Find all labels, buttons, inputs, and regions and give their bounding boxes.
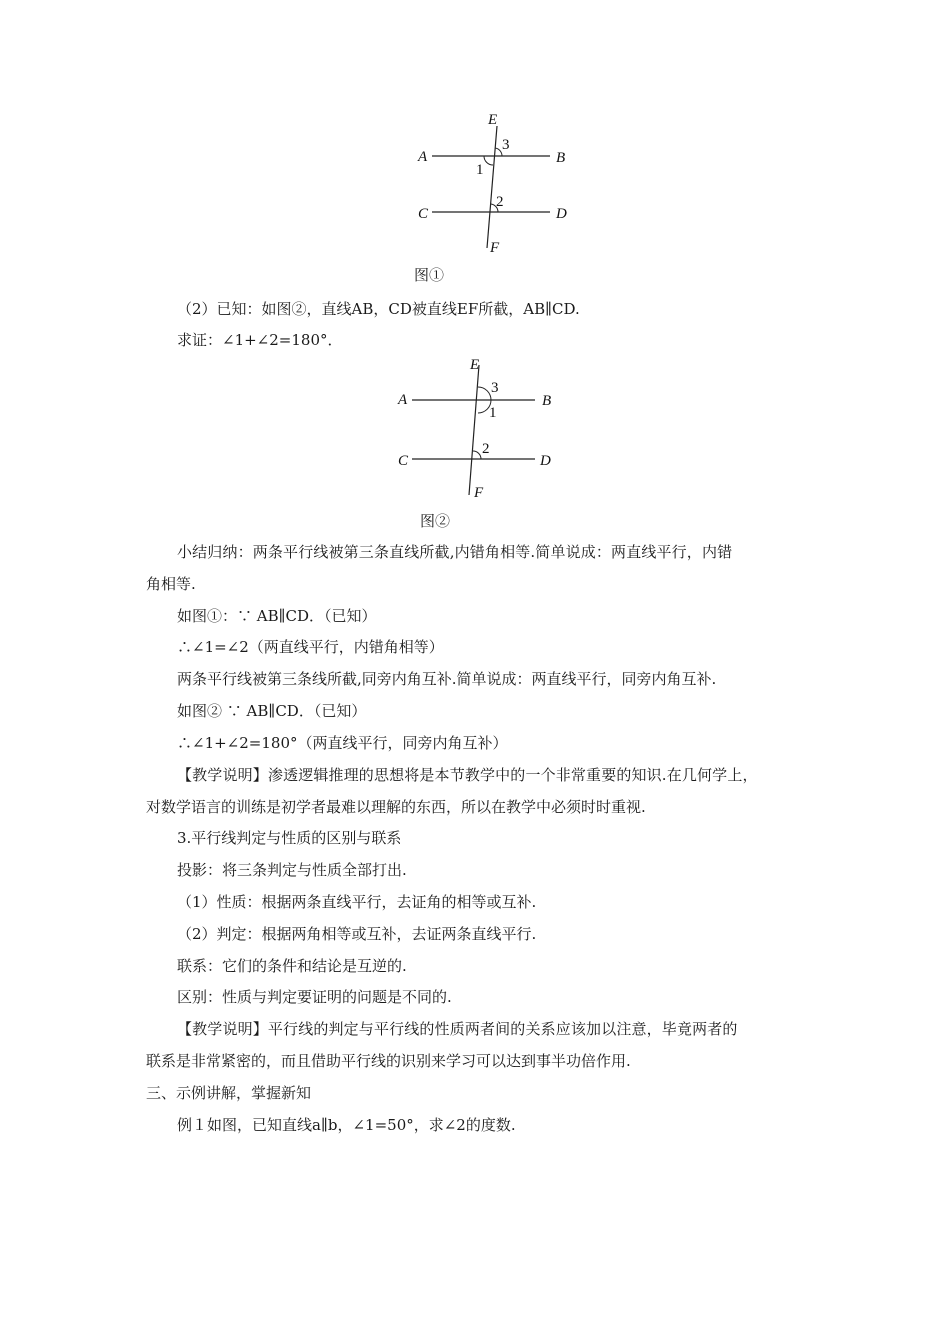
- figure-2: [390, 355, 565, 505]
- label-angle-2: 2: [482, 441, 490, 457]
- property-text: （1）性质：根据两条直线平行，去证角的相等或互补.: [177, 893, 537, 911]
- label-c: C: [418, 206, 429, 222]
- part-3-heading: 三、示例讲解，掌握新知: [146, 1084, 312, 1102]
- label-angle-1: 1: [476, 162, 484, 178]
- prove-2: 求证：∠1+∠2=180°．: [177, 331, 343, 349]
- figure-2-caption: 图②: [420, 512, 451, 530]
- angle-arc-3: [495, 148, 502, 156]
- label-e: E: [488, 112, 498, 128]
- figure-2-therefore: ∴∠1+∠2=180°（两直线平行，同旁内角互补）: [177, 734, 508, 752]
- figure-1-therefore: ∴∠1=∠2（两直线平行，内错角相等）: [177, 638, 444, 656]
- example-1: 例１如图，已知直线a∥b，∠1=50°，求∠2的度数.: [177, 1116, 516, 1134]
- label-b: B: [542, 393, 552, 409]
- teaching-note-1-line-2: 对数学语言的训练是初学者最难以理解的东西，所以在教学中必须时时重视.: [146, 798, 646, 816]
- angle-arc-1: [484, 156, 493, 165]
- summary-line-2: 角相等.: [146, 575, 196, 593]
- teaching-note-2-line-2: 联系是非常紧密的，而且借助平行线的识别来学习可以达到事半功倍作用.: [146, 1052, 631, 1070]
- figure-1-given: 如图①：∵ AB∥CD．（已知）: [177, 607, 377, 625]
- difference-text: 区别：性质与判定要证明的问题是不同的.: [177, 988, 452, 1006]
- line-ef: [469, 365, 479, 495]
- given-2: （2）已知：如图②，直线AB，CD被直线EF所截，AB∥CD.: [177, 300, 580, 318]
- projection-text: 投影：将三条判定与性质全部打出.: [177, 861, 407, 879]
- summary-line-1: 小结归纳：两条平行线被第三条直线所截,内错角相等.简单说成：两直线平行，内错: [177, 543, 733, 561]
- figure-1-caption: 图①: [414, 266, 445, 284]
- label-angle-2: 2: [496, 194, 504, 210]
- label-e: E: [470, 357, 480, 373]
- figure-2-diagram: [390, 355, 565, 505]
- label-a: A: [398, 392, 408, 408]
- relation-text: 联系：它们的条件和结论是互逆的.: [177, 957, 407, 975]
- section-3-heading: 3.平行线判定与性质的区别与联系: [177, 829, 402, 847]
- line-ef: [487, 126, 497, 248]
- angle-arc-2: [473, 451, 481, 459]
- label-a: A: [418, 149, 428, 165]
- figure-2-given: 如图② ∵ AB∥CD．（已知）: [177, 702, 367, 720]
- teaching-note-2-line-1: 【教学说明】平行线的判定与平行线的性质两者间的关系应该加以注意，毕竟两者的: [177, 1020, 738, 1038]
- label-angle-3: 3: [491, 380, 499, 396]
- label-angle-3: 3: [502, 137, 510, 153]
- label-d: D: [556, 206, 567, 222]
- figure-1: [410, 110, 580, 260]
- figure-1-diagram: [410, 110, 580, 260]
- teaching-note-1-line-1: 【教学说明】渗透逻辑推理的思想将是本节教学中的一个非常重要的知识.在几何学上，: [177, 766, 758, 784]
- label-angle-1: 1: [489, 405, 497, 421]
- label-d: D: [540, 453, 551, 469]
- label-f: F: [474, 485, 484, 501]
- criterion-text: （2）判定：根据两角相等或互补，去证两条直线平行.: [177, 925, 537, 943]
- label-f: F: [490, 240, 500, 256]
- label-b: B: [556, 150, 566, 166]
- label-c: C: [398, 453, 409, 469]
- same-side-summary: 两条平行线被第三条线所截,同旁内角互补.简单说成：两直线平行，同旁内角互补.: [177, 670, 717, 688]
